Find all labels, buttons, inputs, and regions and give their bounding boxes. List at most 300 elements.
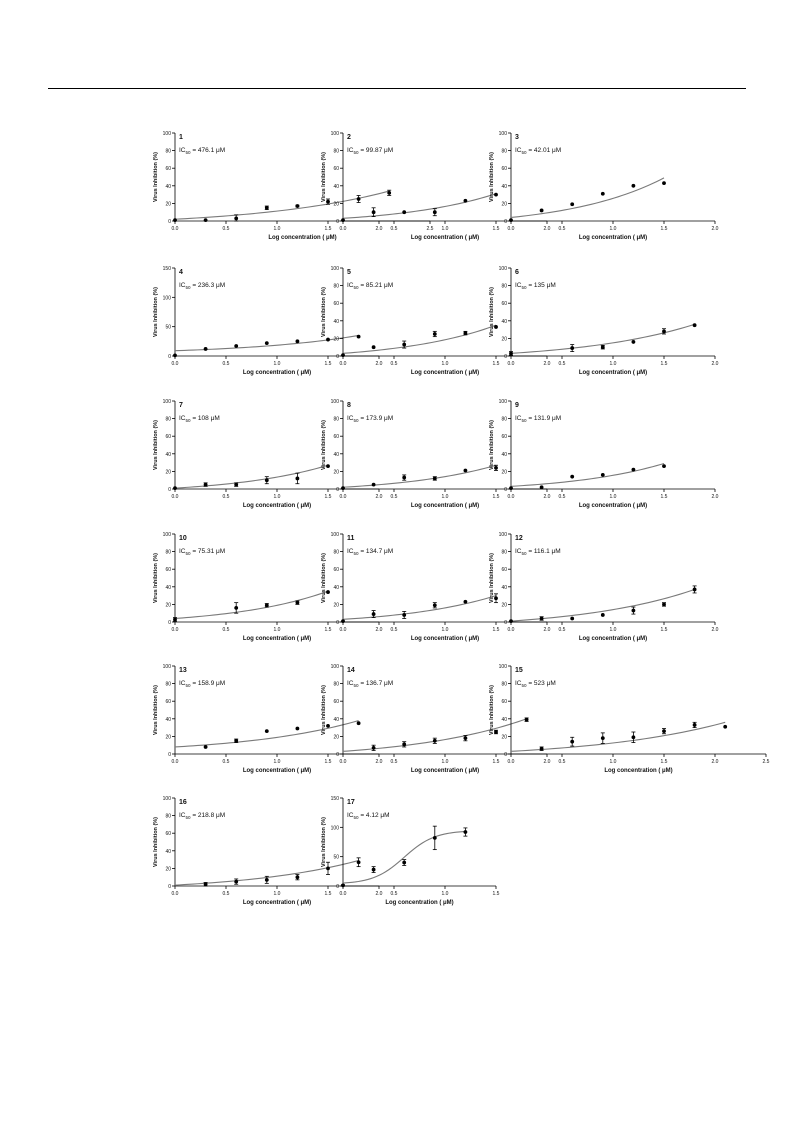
x-tick-label: 0.0	[171, 759, 179, 765]
ic50-annotation: $IC_{50} = 99.87$ μM	[347, 147, 394, 155]
y-tick-label: 0	[504, 219, 507, 225]
data-point	[402, 742, 406, 746]
x-tick-label: 0.5	[222, 494, 230, 500]
x-tick-label: 1.0	[441, 361, 449, 367]
data-point	[204, 882, 208, 886]
data-point	[341, 353, 345, 357]
x-tick-label: 2.0	[375, 891, 383, 897]
data-point	[326, 338, 330, 342]
x-axis-title: Log concentration ( μM)	[410, 370, 480, 376]
ic50-annotation: $IC_{50} = 131.9$ μM	[515, 415, 562, 423]
x-tick-label: 2.5	[426, 226, 434, 232]
data-point	[265, 878, 269, 882]
x-tick-label: 0.5	[222, 361, 230, 367]
data-point	[387, 191, 391, 195]
x-tick-label: 2.0	[375, 759, 383, 765]
y-tick-label: 100	[330, 532, 339, 538]
data-point	[234, 483, 238, 487]
y-tick-label: 60	[501, 166, 507, 173]
data-point	[540, 485, 544, 489]
y-tick-label: 60	[333, 434, 339, 441]
data-point	[402, 210, 406, 214]
x-axis-title: Log concentration ( μM)	[578, 370, 648, 376]
chart-panel-6	[489, 266, 719, 376]
y-tick-label: 60	[501, 699, 507, 706]
y-tick-label: 20	[333, 734, 339, 741]
y-tick-label: 80	[501, 681, 507, 688]
data-point	[357, 197, 361, 201]
x-tick-label: 0.5	[390, 891, 398, 897]
x-tick-label: 2.0	[375, 627, 383, 633]
y-tick-label: 0	[336, 884, 339, 890]
data-point	[265, 478, 269, 482]
data-point	[402, 476, 406, 480]
x-axis-title: Log concentration ( μM)	[604, 768, 673, 774]
x-tick-label: 1.0	[273, 361, 281, 367]
panel-number: 13	[179, 667, 187, 674]
panel-number: 17	[347, 799, 355, 806]
panel-number: 10	[179, 535, 187, 542]
x-tick-label: 2.0	[711, 627, 719, 633]
y-tick-label: 80	[501, 148, 507, 155]
data-point	[464, 830, 468, 834]
y-tick-label: 40	[333, 318, 339, 325]
y-tick-label: 40	[333, 584, 339, 591]
x-tick-label: 1.0	[609, 494, 617, 500]
ic50-annotation: $IC_{50} = 218.8$ μM	[179, 812, 226, 820]
y-axis-title: Virus Inhibition (%)	[489, 286, 495, 338]
x-axis-title: Log concentration ( μM)	[410, 235, 480, 241]
x-tick-label: 0.0	[339, 627, 347, 633]
data-point	[662, 729, 666, 733]
y-tick-label: 0	[336, 752, 339, 758]
x-axis-title: Log concentration ( μM)	[385, 900, 454, 906]
y-tick-label: 80	[165, 416, 171, 423]
x-tick-label: 1.5	[324, 226, 332, 232]
ic50-annotation: $IC_{50} = 116.1$ μM	[515, 548, 561, 556]
y-tick-label: 100	[162, 131, 171, 137]
y-tick-label: 100	[162, 295, 171, 302]
x-tick-label: 0.0	[171, 361, 179, 367]
fit-curve	[175, 465, 328, 488]
ic50-annotation: $IC_{50} = 158.9$ μM	[179, 680, 226, 688]
y-tick-label: 0	[504, 487, 507, 493]
y-tick-label: 40	[165, 848, 171, 855]
y-axis-title: Virus Inhibition (%)	[321, 684, 327, 736]
y-tick-label: 40	[501, 716, 507, 723]
fit-curve	[343, 194, 496, 219]
y-tick-label: 0	[168, 620, 171, 626]
data-point	[372, 612, 376, 616]
data-point	[234, 216, 238, 220]
y-tick-label: 0	[168, 487, 171, 493]
x-tick-label: 1.5	[324, 361, 332, 367]
data-point	[357, 335, 361, 339]
data-point	[601, 345, 605, 349]
x-tick-label: 1.0	[441, 494, 449, 500]
panel-number: 6	[515, 269, 519, 276]
x-axis-title: Log concentration ( μM)	[242, 900, 312, 906]
x-tick-label: 1.5	[492, 494, 500, 500]
data-point	[173, 486, 177, 490]
y-tick-label: 60	[165, 699, 171, 706]
x-tick-label: 0.5	[390, 627, 398, 633]
y-tick-label: 40	[501, 584, 507, 591]
data-point	[296, 204, 300, 208]
y-tick-label: 80	[165, 813, 171, 820]
panel-number: 12	[515, 535, 523, 542]
x-tick-label: 1.5	[324, 627, 332, 633]
data-point	[296, 875, 300, 879]
x-tick-label: 1.0	[273, 494, 281, 500]
x-tick-label: 1.5	[660, 361, 668, 367]
fit-curve	[175, 721, 359, 747]
y-axis-title: Virus Inhibition (%)	[321, 286, 327, 338]
y-tick-label: 80	[333, 549, 339, 556]
data-point	[601, 613, 605, 617]
y-tick-label: 0	[336, 219, 339, 225]
y-tick-label: 150	[162, 266, 171, 272]
x-axis-title: Log concentration ( μM)	[242, 636, 312, 642]
x-axis-title: Log concentration ( μM)	[268, 235, 337, 241]
y-tick-label: 80	[501, 549, 507, 556]
data-point	[204, 745, 208, 749]
chart-panel-15	[489, 664, 770, 774]
y-axis-title: Virus Inhibition (%)	[321, 151, 327, 203]
x-tick-label: 0.0	[171, 494, 179, 500]
x-tick-label: 2.0	[711, 226, 719, 232]
x-tick-label: 0.0	[339, 891, 347, 897]
data-point	[204, 347, 208, 351]
data-point	[433, 739, 437, 743]
data-point	[632, 340, 636, 344]
y-tick-label: 20	[165, 602, 171, 609]
y-tick-label: 80	[333, 416, 339, 423]
panel-number: 14	[347, 667, 355, 674]
x-tick-label: 1.0	[609, 226, 617, 232]
data-point	[540, 209, 544, 213]
x-tick-label: 1.0	[609, 759, 617, 765]
y-axis-title: Virus Inhibition (%)	[153, 816, 159, 868]
data-point	[509, 619, 513, 623]
y-tick-label: 0	[504, 354, 507, 360]
x-tick-label: 1.5	[492, 891, 500, 897]
y-tick-label: 60	[501, 434, 507, 441]
x-tick-label: 1.0	[441, 627, 449, 633]
data-point	[693, 323, 697, 327]
x-tick-label: 2.0	[543, 627, 551, 633]
fit-curve	[343, 465, 496, 487]
y-tick-label: 100	[330, 825, 339, 832]
ic50-annotation: $IC_{50} = 42.01$ μM	[515, 147, 562, 155]
panel-number: 1	[179, 134, 183, 141]
x-tick-label: 2.0	[711, 759, 719, 765]
fit-curve	[343, 716, 527, 752]
data-point	[693, 723, 697, 727]
x-tick-label: 1.0	[441, 226, 449, 232]
data-point	[723, 725, 727, 729]
data-point	[525, 718, 529, 722]
x-tick-label: 2.0	[375, 361, 383, 367]
x-tick-label: 0.0	[507, 759, 515, 765]
x-tick-label: 0.5	[558, 361, 566, 367]
data-point	[372, 483, 376, 487]
x-tick-label: 2.0	[543, 494, 551, 500]
x-tick-label: 0.5	[558, 627, 566, 633]
data-point	[372, 746, 376, 750]
y-tick-label: 0	[168, 219, 171, 225]
x-tick-label: 2.0	[543, 361, 551, 367]
y-tick-label: 0	[504, 620, 507, 626]
x-tick-label: 0.0	[339, 494, 347, 500]
data-point	[357, 860, 361, 864]
y-tick-label: 80	[501, 283, 507, 290]
y-tick-label: 100	[162, 532, 171, 538]
fit-curve	[343, 596, 496, 620]
y-tick-label: 60	[165, 567, 171, 574]
ic50-annotation: $IC_{50} = 135$ μM	[515, 282, 556, 290]
panel-number: 4	[179, 269, 183, 276]
y-tick-label: 0	[504, 752, 507, 758]
y-axis-title: Virus Inhibition (%)	[489, 552, 495, 604]
y-tick-label: 20	[501, 734, 507, 741]
y-tick-label: 20	[165, 734, 171, 741]
x-tick-label: 0.5	[390, 226, 398, 232]
data-point	[402, 613, 406, 617]
chart-panel-3	[489, 131, 719, 241]
x-axis-title: Log concentration ( μM)	[242, 370, 312, 376]
y-axis-title: Virus Inhibition (%)	[153, 286, 159, 338]
x-tick-label: 0.5	[390, 494, 398, 500]
data-point	[173, 218, 177, 222]
ic50-annotation: $IC_{50} = 136.7$ μM	[347, 680, 394, 688]
y-tick-label: 20	[165, 201, 171, 208]
data-point	[433, 210, 437, 214]
x-tick-label: 1.5	[492, 361, 500, 367]
data-point	[341, 884, 345, 888]
data-point	[601, 192, 605, 196]
y-tick-label: 80	[333, 283, 339, 290]
x-axis-title: Log concentration ( μM)	[578, 503, 648, 509]
x-axis-title: Log concentration ( μM)	[242, 503, 312, 509]
y-tick-label: 40	[501, 318, 507, 325]
y-axis-title: Virus Inhibition (%)	[153, 684, 159, 736]
data-point	[341, 619, 345, 623]
data-point	[632, 609, 636, 613]
chart-panel-12	[489, 532, 719, 642]
x-tick-label: 0.5	[390, 361, 398, 367]
y-tick-label: 0	[336, 487, 339, 493]
y-tick-label: 100	[498, 266, 507, 272]
y-tick-label: 20	[165, 866, 171, 873]
panel-number: 3	[515, 134, 519, 141]
y-tick-label: 100	[498, 399, 507, 405]
x-tick-label: 0.0	[339, 361, 347, 367]
x-tick-label: 0.0	[507, 226, 515, 232]
fit-curve	[343, 325, 496, 353]
data-point	[509, 351, 513, 355]
y-tick-label: 60	[333, 301, 339, 308]
y-tick-label: 100	[498, 131, 507, 137]
data-point	[341, 218, 345, 222]
x-tick-label: 0.5	[222, 226, 230, 232]
x-tick-label: 0.0	[171, 226, 179, 232]
y-tick-label: 100	[498, 532, 507, 538]
y-tick-label: 20	[165, 469, 171, 476]
data-point	[296, 727, 300, 731]
y-tick-label: 20	[501, 201, 507, 208]
y-tick-label: 20	[333, 201, 339, 208]
data-point	[540, 617, 544, 621]
data-point	[402, 861, 406, 865]
data-point	[372, 868, 376, 872]
y-tick-label: 150	[330, 796, 339, 802]
x-tick-label: 1.5	[492, 226, 500, 232]
data-point	[509, 486, 513, 490]
y-tick-label: 0	[168, 884, 171, 890]
data-point	[464, 199, 468, 203]
data-point	[570, 475, 574, 479]
x-tick-label: 0.0	[171, 891, 179, 897]
data-point	[464, 736, 468, 740]
data-point	[234, 880, 238, 884]
data-point	[662, 181, 666, 185]
panel-number: 9	[515, 402, 519, 409]
data-point	[204, 483, 208, 487]
x-tick-label: 1.0	[441, 759, 449, 765]
y-tick-label: 80	[501, 416, 507, 423]
x-tick-label: 1.5	[660, 226, 668, 232]
y-axis-title: Virus Inhibition (%)	[153, 151, 159, 203]
fit-curve	[175, 591, 328, 618]
ic50-annotation: $IC_{50} = 173.9$ μM	[347, 415, 394, 423]
x-tick-label: 0.0	[507, 494, 515, 500]
data-point	[570, 346, 574, 350]
data-point	[601, 736, 605, 740]
ic50-annotation: $IC_{50} = 75.31$ μM	[179, 548, 226, 556]
data-point	[234, 606, 238, 610]
data-point	[632, 468, 636, 472]
y-tick-label: 60	[333, 567, 339, 574]
x-tick-label: 0.0	[171, 627, 179, 633]
data-point	[662, 464, 666, 468]
y-tick-label: 0	[168, 752, 171, 758]
x-tick-label: 1.0	[441, 891, 449, 897]
x-axis-title: Log concentration ( μM)	[410, 503, 480, 509]
data-point	[433, 332, 437, 336]
y-tick-label: 40	[333, 716, 339, 723]
data-point	[464, 469, 468, 473]
data-point	[234, 344, 238, 348]
x-tick-label: 0.5	[558, 759, 566, 765]
x-tick-label: 0.0	[507, 361, 515, 367]
y-tick-label: 40	[333, 183, 339, 190]
x-tick-label: 0.5	[222, 759, 230, 765]
y-tick-label: 80	[165, 549, 171, 556]
y-tick-label: 40	[165, 584, 171, 591]
data-point	[570, 740, 574, 744]
data-point	[433, 477, 437, 481]
y-axis-title: Virus Inhibition (%)	[489, 419, 495, 471]
x-axis-title: Log concentration ( μM)	[578, 235, 648, 241]
y-tick-label: 60	[165, 166, 171, 173]
x-tick-label: 2.0	[711, 361, 719, 367]
y-tick-label: 20	[501, 469, 507, 476]
y-tick-label: 0	[336, 354, 339, 360]
y-tick-label: 100	[330, 399, 339, 405]
data-point	[402, 343, 406, 347]
y-tick-label: 40	[165, 183, 171, 190]
y-tick-label: 100	[330, 131, 339, 137]
y-tick-label: 50	[165, 324, 171, 331]
y-tick-label: 50	[333, 854, 339, 861]
data-point	[357, 721, 361, 725]
x-tick-label: 0.5	[558, 226, 566, 232]
y-tick-label: 100	[162, 399, 171, 405]
x-tick-label: 0.5	[390, 759, 398, 765]
data-point	[632, 184, 636, 188]
data-point	[464, 600, 468, 604]
ic50-annotation: $IC_{50} = 85.21$ μM	[347, 282, 394, 290]
x-axis-title: Log concentration ( μM)	[410, 636, 480, 642]
x-tick-label: 1.0	[273, 891, 281, 897]
x-tick-label: 0.0	[507, 627, 515, 633]
y-axis-title: Virus Inhibition (%)	[489, 684, 495, 736]
data-point	[570, 617, 574, 621]
data-point	[296, 339, 300, 343]
panel-number: 7	[179, 402, 183, 409]
x-tick-label: 1.5	[660, 627, 668, 633]
x-tick-label: 2.0	[543, 759, 551, 765]
x-axis-title: Log concentration ( μM)	[410, 768, 480, 774]
data-point	[234, 739, 238, 743]
data-point	[372, 210, 376, 214]
y-tick-label: 40	[501, 183, 507, 190]
y-tick-label: 60	[333, 166, 339, 173]
ic50-annotation: $IC_{50} = 134.7$ μM	[347, 548, 394, 556]
x-tick-label: 2.5	[762, 759, 770, 765]
y-tick-label: 20	[333, 336, 339, 343]
x-tick-label: 2.0	[375, 226, 383, 232]
data-point	[433, 836, 437, 840]
data-point	[540, 747, 544, 751]
x-tick-label: 0.0	[339, 226, 347, 232]
y-tick-label: 80	[333, 148, 339, 155]
y-axis-title: Virus Inhibition (%)	[321, 419, 327, 471]
data-point	[464, 331, 468, 335]
x-axis-title: Log concentration ( μM)	[578, 636, 648, 642]
x-axis-title: Log concentration ( μM)	[242, 768, 312, 774]
data-point	[265, 341, 269, 345]
ic50-annotation: $IC_{50} = 476.1$ μM	[179, 147, 226, 155]
y-tick-label: 40	[165, 716, 171, 723]
y-tick-label: 20	[333, 469, 339, 476]
panel-number: 2	[347, 134, 351, 141]
x-tick-label: 1.5	[492, 759, 500, 765]
x-tick-label: 1.0	[273, 226, 281, 232]
y-tick-label: 60	[501, 567, 507, 574]
data-point	[570, 202, 574, 206]
y-tick-label: 40	[501, 451, 507, 458]
x-tick-label: 1.0	[609, 361, 617, 367]
ic50-annotation: $IC_{50} = 4.12$ μM	[347, 812, 390, 820]
data-point	[265, 603, 269, 607]
y-axis-title: Virus Inhibition (%)	[321, 816, 327, 868]
data-point	[173, 617, 177, 621]
ic50-annotation: $IC_{50} = 523$ μM	[515, 680, 556, 688]
data-point	[173, 354, 177, 358]
data-point	[601, 473, 605, 477]
